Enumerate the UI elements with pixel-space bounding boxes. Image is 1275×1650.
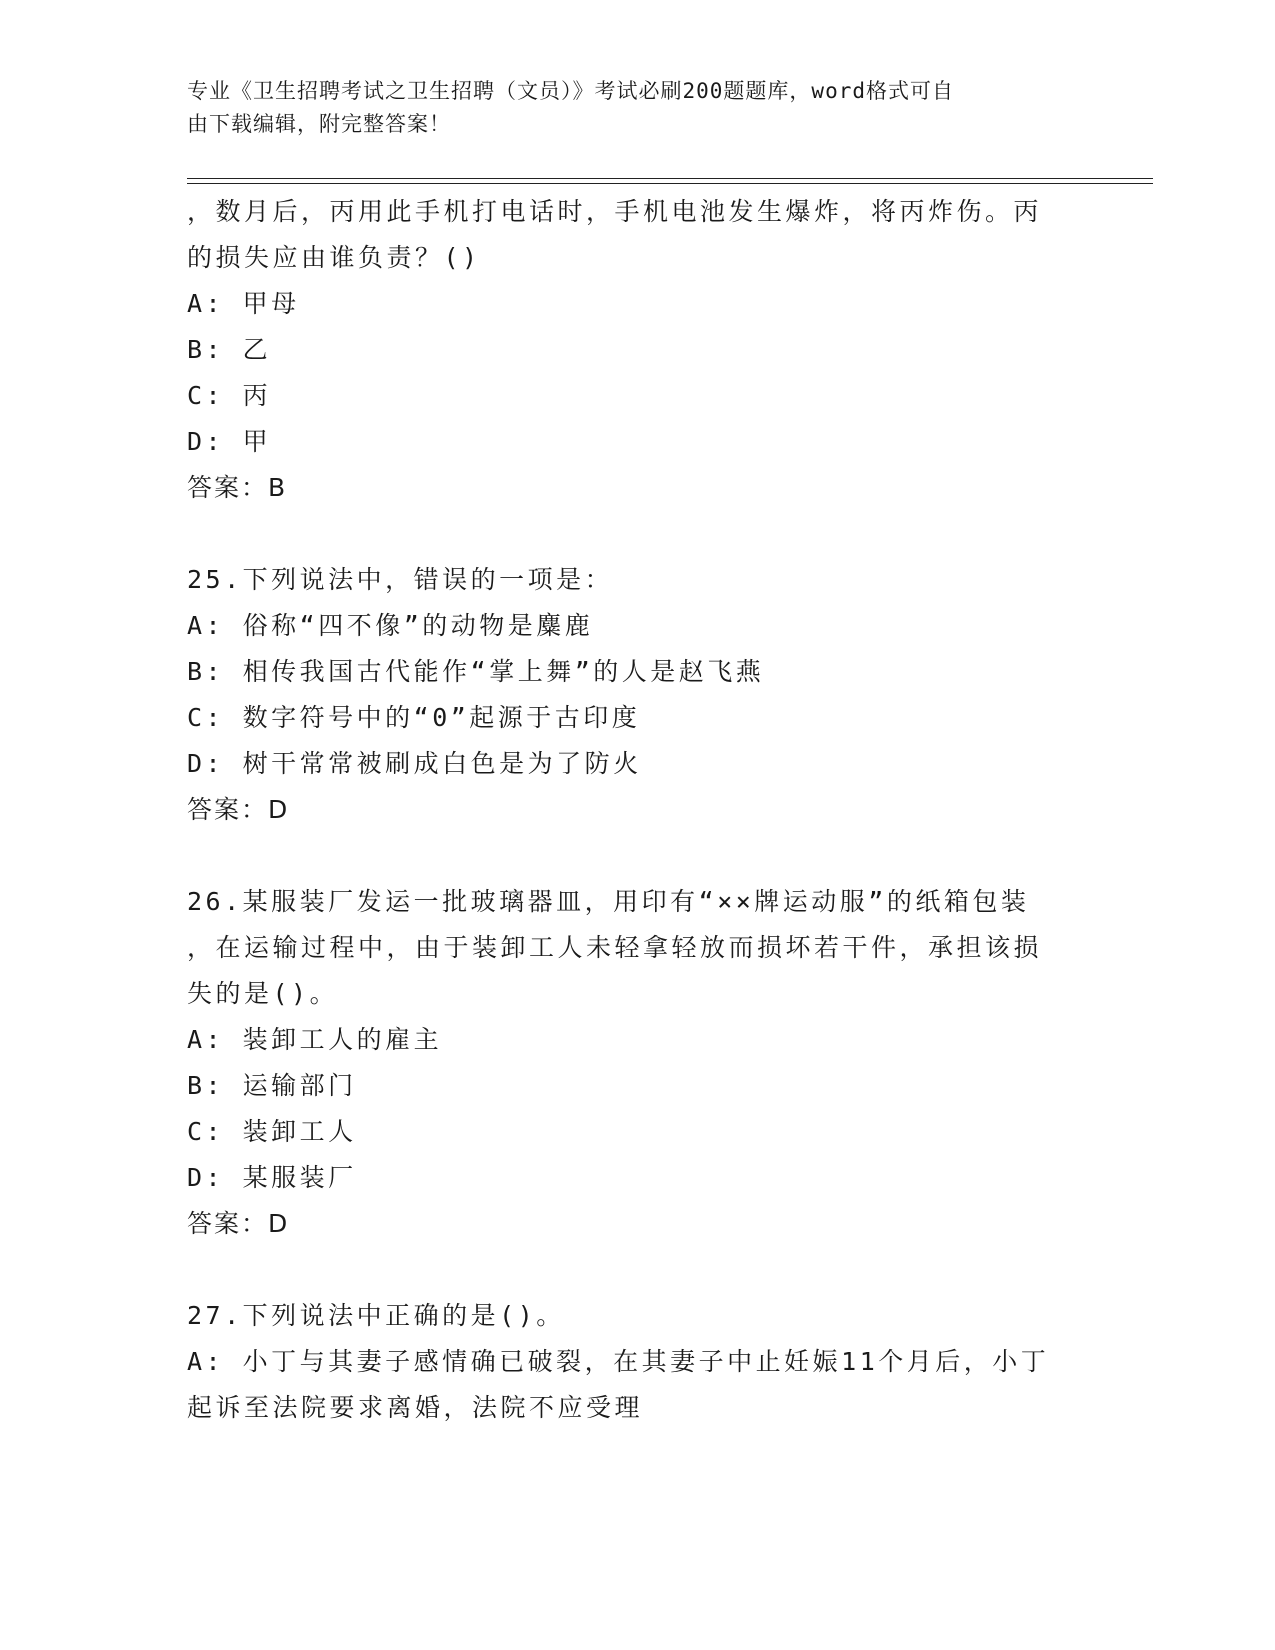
header-rule-top: [187, 178, 1153, 179]
option-b: B: 运输部门: [187, 1071, 357, 1100]
option-c: C: 丙: [187, 381, 272, 410]
option-a: A: 俗称“四不像”的动物是麋鹿: [187, 611, 594, 640]
header-line-1: 专业《卫生招聘考试之卫生招聘（文员）》考试必刷200题题库，word格式可自: [187, 79, 954, 103]
option-d: D: 甲: [187, 427, 272, 456]
spacer: [187, 1247, 1087, 1293]
option-a: A: 甲母: [187, 289, 300, 318]
option-a-continued: 起诉至法院要求离婚，法院不应受理: [187, 1393, 644, 1422]
spacer: [187, 511, 1087, 557]
question-26: [187, 879, 1087, 1247]
question-stem-line: ，数月后，丙用此手机打电话时，手机电池发生爆炸，将丙炸伤。丙: [187, 197, 1043, 226]
answer-line: 答案：D: [187, 1209, 290, 1238]
option-c: C: 装卸工人: [187, 1117, 357, 1146]
question-stem-line: ，在运输过程中，由于装卸工人未轻拿轻放而损坏若干件，承担该损: [187, 933, 1043, 962]
option-b: B: 乙: [187, 335, 272, 364]
question-stem-line: 25.下列说法中，错误的一项是：: [187, 565, 614, 594]
option-d: D: 树干常常被刷成白色是为了防火: [187, 749, 642, 778]
option-d: D: 某服装厂: [187, 1163, 357, 1192]
option-a: A: 装卸工人的雇主: [187, 1025, 443, 1054]
question-list: [187, 189, 1087, 1431]
option-c: C: 数字符号中的“0”起源于古印度: [187, 703, 641, 732]
question-stem-line: 失的是()。: [187, 979, 339, 1008]
option-b: B: 相传我国古代能作“掌上舞”的人是赵飞燕: [187, 657, 765, 686]
question-stem-line: 的损失应由谁负责？(): [187, 243, 481, 272]
question-25: [187, 557, 1087, 833]
header-rule-bottom: [187, 183, 1153, 184]
question-27: [187, 1293, 1087, 1431]
option-a: A: 小丁与其妻子感情确已破裂，在其妻子中止妊娠11个月后，小丁: [187, 1347, 1050, 1376]
question-24: [187, 189, 1087, 511]
question-stem-line: 27.下列说法中正确的是()。: [187, 1301, 565, 1330]
answer-line: 答案：D: [187, 795, 290, 824]
spacer: [187, 833, 1087, 879]
header-line-2: 由下载编辑，附完整答案！: [187, 112, 451, 136]
question-stem-line: 26.某服装厂发运一批玻璃器皿，用印有“××牌运动服”的纸箱包装: [187, 887, 1030, 916]
document-header: [187, 75, 1067, 141]
answer-line: 答案：B: [187, 473, 288, 502]
